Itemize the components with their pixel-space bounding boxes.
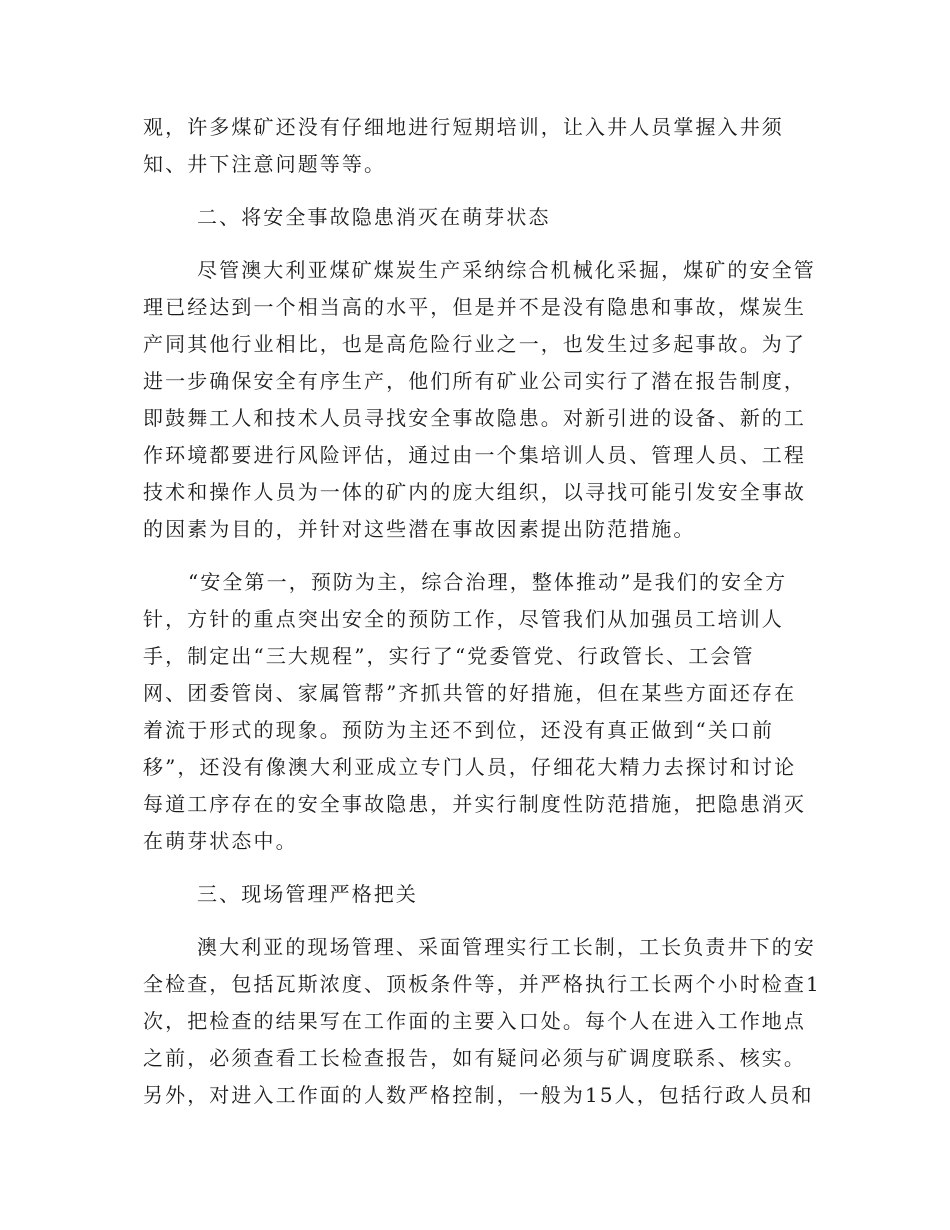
text-line: 在萌芽状态中。: [143, 829, 298, 853]
text-line: 尽管澳大利亚煤矿煤炭生产采纳综合机械化采掘，煤矿的安全管: [197, 258, 816, 282]
text-line: 手，制定出“三大规程”，实行了“党委管党、行政管长、工会管: [143, 644, 755, 668]
text-line: 移”，还没有像澳大利亚成立专门人员，仔细花大精力去探讨和讨论: [143, 755, 797, 779]
text-line: 另外，对进入工作面的人数严格控制，一般为15人，包括行政人员和: [143, 1083, 814, 1107]
section-heading: 二、将安全事故隐患消灭在萌芽状态: [197, 205, 551, 229]
text-line: 知、井下注意问题等等。: [143, 152, 387, 176]
text-line: 针，方针的重点突出安全的预防工作，尽管我们从加强员工培训人: [143, 607, 784, 631]
text-line: 的因素为目的，并针对这些潜在事故因素提出防范措施。: [143, 517, 696, 541]
text-line: 观，许多煤矿还没有仔细地进行短期培训，让入井人员掌握入井须: [143, 115, 784, 139]
text-line: 进一步确保安全有序生产，他们所有矿业公司实行了潜在报告制度，: [143, 369, 806, 393]
text-line: 理已经达到一个相当高的水平，但是并不是没有隐患和事故，煤炭生: [143, 295, 806, 319]
text-line: 即鼓舞工人和技术人员寻找安全事故隐患。对新引进的设备、新的工: [143, 406, 806, 430]
text-line: 全检查，包括瓦斯浓度、顶板条件等，并严格执行工长两个小时检查1: [143, 972, 821, 996]
text-line: 网、团委管岗、家属管帮”齐抓共管的好措施，但在某些方面还存在: [143, 681, 797, 705]
text-line: 次，把检查的结果写在工作面的主要入口处。每个人在进入工作地点: [143, 1009, 806, 1033]
text-line: 每道工序存在的安全事故隐患，并实行制度性防范措施，把隐患消灭: [143, 792, 806, 816]
text-line: 产同其他行业相比，也是高危险行业之一，也发生过多起事故。为了: [143, 332, 806, 356]
text-line: 着流于形式的现象。预防为主还不到位，还没有真正做到“关口前: [143, 718, 775, 742]
text-line: 作环境都要进行风险评估，通过由一个集培训人员、管理人员、工程: [143, 443, 806, 467]
section-heading: 三、现场管理严格把关: [197, 882, 418, 906]
text-line: 澳大利亚的现场管理、采面管理实行工长制，工长负责井下的安: [197, 935, 816, 959]
text-line: “安全第一，预防为主，综合治理，整体推动”是我们的安全方: [188, 570, 788, 594]
text-line: 技术和操作人员为一体的矿内的庞大组织，以寻找可能引发安全事故: [143, 480, 806, 504]
text-line: 之前，必须查看工长检查报告，如有疑问必须与矿调度联系、核实。: [143, 1046, 806, 1070]
